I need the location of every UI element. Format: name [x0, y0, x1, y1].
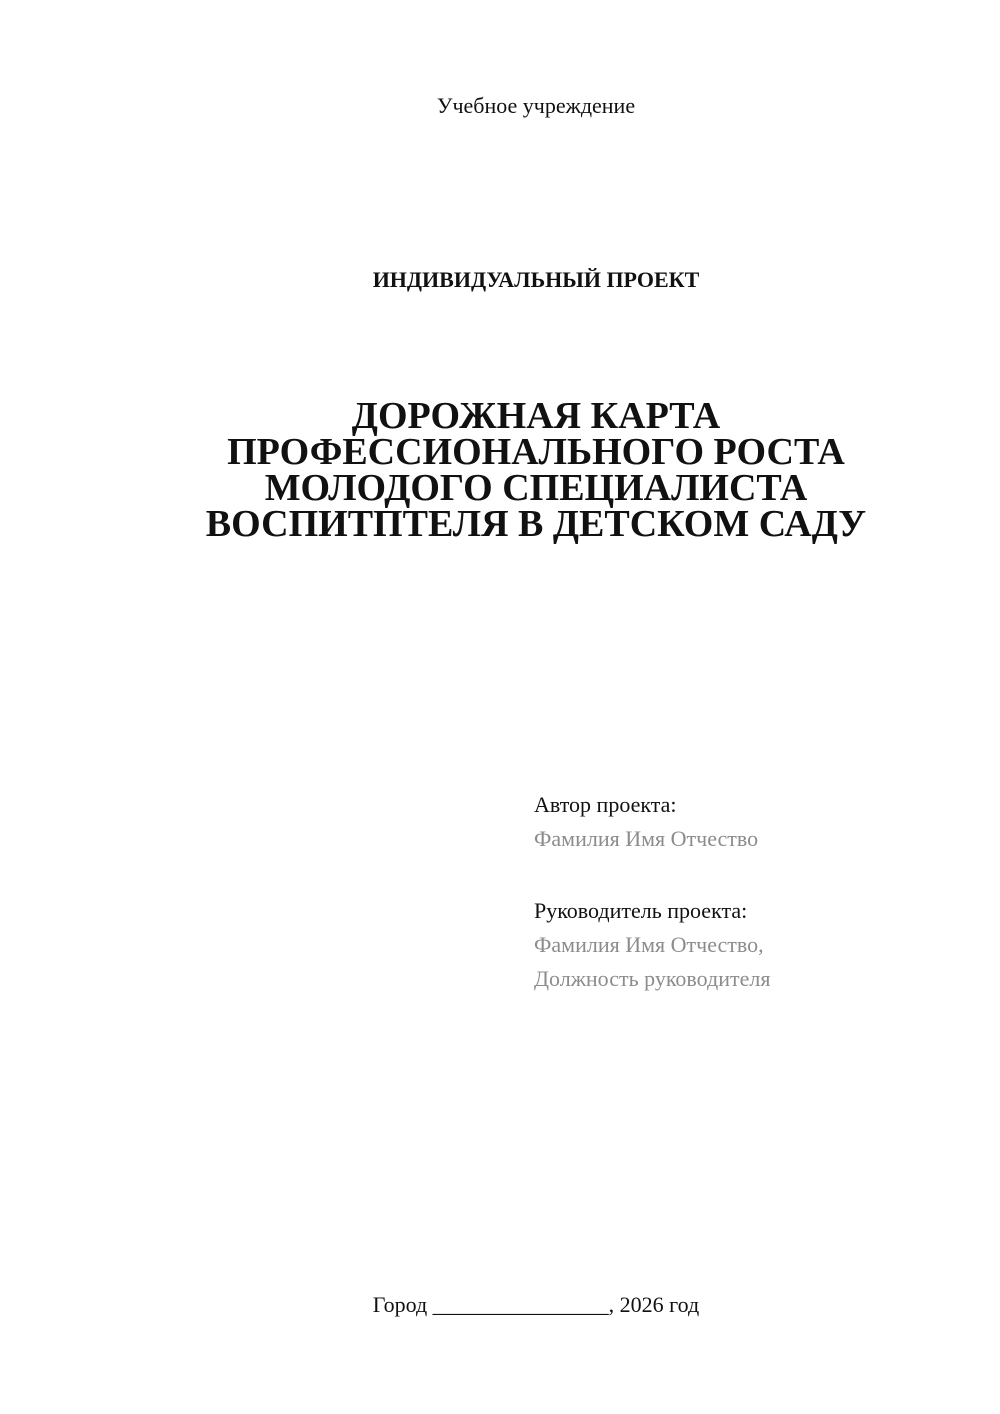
title-line: МОЛОДОГО СПЕЦИАЛИСТА — [264, 467, 808, 509]
document-type: ИНДИВИДУАЛЬНЫЙ ПРОЕКТ — [372, 267, 700, 292]
title-line: ПРОФЕССИОНАЛЬНОГО РОСТА — [227, 431, 845, 473]
author-label: Автор проекта: — [534, 792, 677, 817]
supervisor-position: Должность руководителя — [534, 966, 771, 991]
supervisor-name: Фамилия Имя Отчество, — [534, 932, 764, 957]
project-credits — [534, 788, 974, 996]
project-title — [0, 395, 1000, 545]
institution-name: Учебное учреждение — [436, 93, 636, 118]
spacer — [534, 856, 974, 894]
supervisor-label: Руководитель проекта: — [534, 898, 748, 923]
title-line: ДОРОЖНАЯ КАРТА — [351, 395, 721, 437]
city-year-line: Город ________________, 2026 год — [372, 1292, 700, 1317]
author-name: Фамилия Имя Отчество — [534, 826, 759, 851]
title-line: ВОСПИТПТЕЛЯ В ДЕТСКОМ САДУ — [205, 503, 867, 545]
